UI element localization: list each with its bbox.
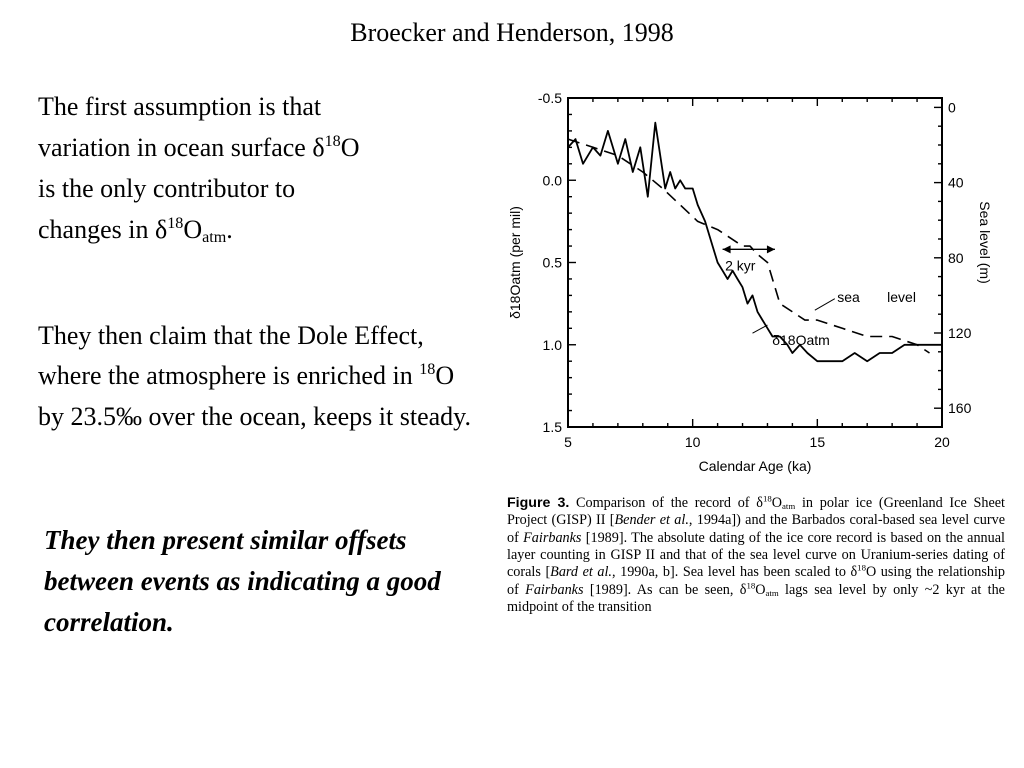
y-tick-label: 0.5: [542, 254, 562, 271]
y-right-tick-label: 40: [948, 174, 964, 191]
level-label: level: [887, 288, 916, 305]
p1-atm: atm: [202, 229, 227, 247]
p1-line1: The first assumption is that: [38, 92, 322, 121]
caption-sup18-3: 18: [746, 580, 756, 591]
y-right-tick-label: 120: [948, 325, 972, 341]
x-tick-label: 20: [934, 434, 950, 450]
paragraph-first-assumption: [38, 86, 478, 250]
paragraph-dole-effect: [38, 316, 478, 437]
d18oatm-pointer: [753, 325, 768, 333]
slide-title: Broecker and Henderson, 1998: [350, 18, 674, 47]
p1-line4: changes in: [38, 215, 155, 245]
p1-delta: δ: [312, 133, 325, 163]
caption-text-7: [1989]. As can be seen,: [583, 581, 740, 598]
caption-label: Figure 3.: [507, 495, 570, 511]
p1-sup18: 18: [324, 133, 341, 151]
sea-level-pointer: [815, 299, 835, 311]
caption-sup18-2: 18: [857, 562, 866, 573]
lag-label: 2 kyr: [725, 257, 756, 274]
caption-cite-bender: Bender et al.: [614, 512, 689, 529]
y-right-tick-label: 80: [948, 249, 964, 266]
caption-delta-2: δ: [850, 564, 858, 581]
p1-line2: variation in ocean surface: [38, 133, 313, 163]
caption-atm: atm: [782, 501, 796, 512]
p1-delta-2: δ: [154, 215, 168, 245]
y-tick-label: 0.0: [542, 172, 562, 189]
chart-canvas: [500, 80, 1020, 490]
figure-caption: [507, 495, 1005, 616]
y-tick-label: 1.0: [542, 336, 562, 353]
caption-text-1: Comparison of the record of: [569, 495, 757, 511]
lag-arrow-head-right: [767, 245, 775, 253]
p1-line3: is the only contributor to: [38, 174, 296, 204]
caption-o-3: O: [755, 581, 766, 598]
caption-cite-fairbanks: Fairbanks: [523, 529, 582, 546]
caption-cite-bard: Bard et al.: [550, 564, 612, 581]
caption-text-3: , 1994a]) and the Barbados coral-based sea level curve of: [507, 512, 1005, 546]
x-tick-label: 10: [684, 434, 701, 450]
series-sea-level-line: [568, 139, 930, 353]
y-right-axis-label: Sea level (m): [977, 201, 993, 284]
caption-sup18: 18: [762, 493, 772, 504]
y-right-tick-label: 0: [948, 99, 956, 116]
x-tick-label: 15: [809, 434, 826, 450]
y-tick-label: 1.5: [542, 419, 562, 435]
p1-o: O: [340, 133, 360, 163]
caption-cite-fairbanks-2: Fairbanks: [525, 581, 584, 598]
d18oatm-label: δ18Oatm: [772, 331, 830, 348]
caption-text-4: [1989]. The absolute dating of the ice core record is based on the annual layer counting in GISP II and that of the sea level curve on Uranium-series dating of corals [: [507, 529, 1005, 581]
caption-text-6: using the relationship of: [507, 564, 1005, 598]
p2-sup18: 18: [419, 361, 436, 379]
caption-o-2: O: [865, 564, 877, 581]
caption-text-5: , 1990a, b]. Sea level has been scaled to: [611, 564, 851, 581]
lag-arrow-head-left: [723, 245, 731, 253]
y-right-tick-label: 160: [948, 400, 972, 417]
caption-delta: δ: [756, 495, 763, 511]
caption-o: O: [771, 495, 783, 511]
caption-delta-3: δ: [739, 581, 747, 598]
p2-text1: They then claim that the Dole Effect, where the atmosphere is enriched in: [38, 321, 424, 391]
p2-text2: O by 23.5‰ over the ocean, keeps it steady.: [38, 361, 471, 431]
p1-sup18-2: 18: [167, 215, 184, 233]
emphasis-statement: They then present similar offsets between events as indicating a good correlation.: [44, 525, 441, 638]
caption-atm-2: atm: [765, 587, 779, 598]
sea-label: sea: [837, 288, 860, 305]
y-tick-label: -0.5: [537, 90, 562, 106]
figure-chart: [500, 80, 1020, 490]
y-axis-label: δ18Oatm (per mil): [507, 206, 523, 319]
chart-svg: [500, 80, 1020, 490]
x-tick-label: 5: [564, 434, 572, 450]
p1-period: .: [226, 215, 233, 245]
p1-o-2: O: [183, 215, 203, 245]
caption-text-2: in polar ice (Greenland Ice Sheet Project (GISP) II [: [507, 495, 1005, 529]
series-d18oatm-line: [568, 123, 942, 362]
caption-text-8: lags sea level by only ~2 kyr at the midpoint of the transition: [507, 581, 1005, 615]
x-axis-label: Calendar Age (ka): [698, 458, 812, 474]
